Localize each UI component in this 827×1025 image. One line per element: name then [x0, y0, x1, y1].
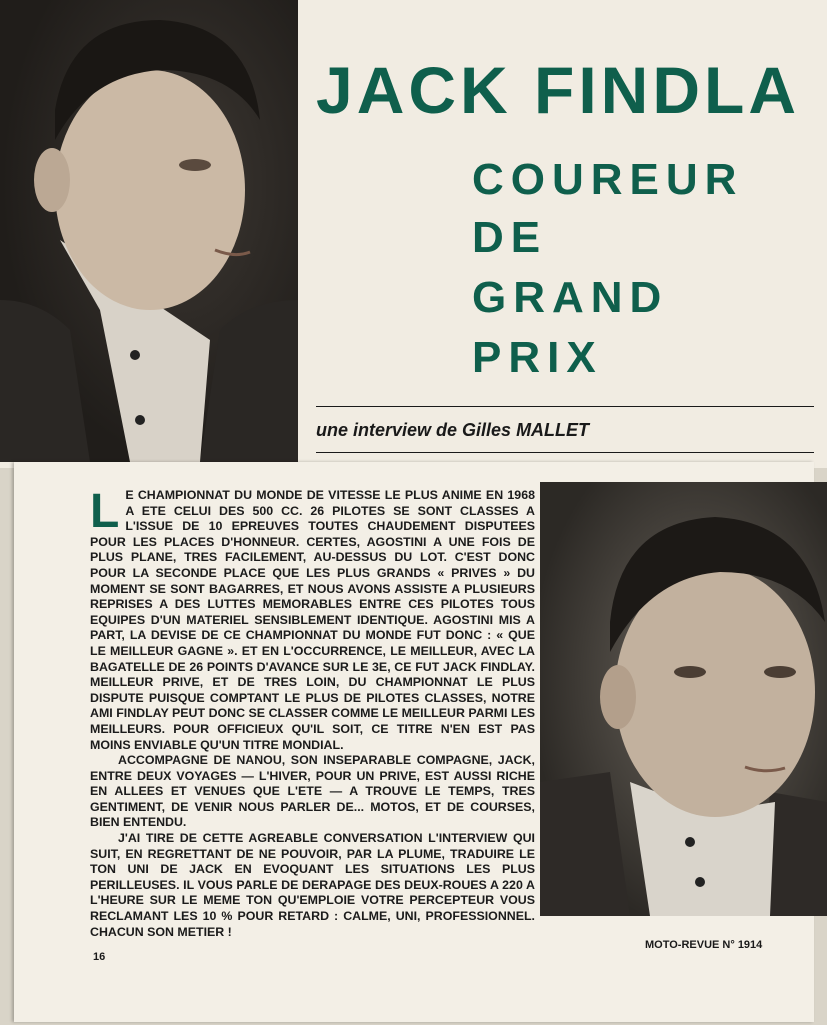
subtitle-line-1: COUREUR [472, 155, 744, 204]
portrait-photo-top [0, 0, 298, 462]
article-title: JACK FINDLA [316, 53, 800, 127]
subtitle-line-4: PRIX [472, 333, 603, 382]
article-body [90, 485, 535, 940]
portrait-figure-bottom [540, 482, 827, 916]
body-paragraph-2: ACCOMPAGNE DE NANOU, SON INSEPARABLE COMPAGNE, JACK, ENTRE DEUX VOYAGES — L'HIVER, POUR UN PRIVE, EST AUSSI RICHE EN ALLEES ET VENUES QUE L'ETE — A TROUVE LE TEMPS, TRES GENTIMENT, DE VENIR NOUS PARLER DE... MOTOS, ET DE COURSES, BIEN ENTENDU. [90, 753, 535, 830]
byline: une interview de Gilles MALLET [316, 420, 590, 440]
portrait-figure-top [0, 0, 298, 462]
body-paragraph-1-text: E CHAMPIONNAT DU MONDE DE VITESSE LE PLUS ANIME EN 1968 A ETE CELUI DES 500 CC. 26 PILOTES SE SONT CLASSES A L'ISSUE DE 10 EPREUVES TOUTES CHAUDEMENT DISPUTEES POUR LES PLACES D'HONNEUR. CERTES, AGOSTINI A UNE FOIS DE PLUS PLANE, TRES FACILEMENT, AU-DESSUS DU LOT. C'EST DONC POUR LA SECONDE PLACE QUE LES PLUS GRANDS « PRIVES » DU MOMENT SE SONT BAGARRES, ET NOUS AVONS ASSISTE A PLUSIEURS REPRISES A DES LUTTES MEMORABLES ENTRE CES PILOTES TOUS EQUIPES D'UN MATERIEL SENSIBLEMENT IDENTIQUE. AGOSTINI MIS A PART, LA DEVISE DE CE CHAMPIONNAT DU MONDE FUT DONC : « QUE LE MEILLEUR GAGNE ». ET EN L'OCCURRENCE, LE MEILLEUR, AVEC LA BAGATELLE DE 26 POINTS D'AVANCE SUR LE 3E, CE FUT JACK FINDLAY. MEILLEUR PRIVE, ET DE TRES LOIN, DU CHAMPIONNAT LE PLUS DISPUTE PUISQUE COMPTANT LE PLUS DE PILOTES CLASSES, NOTRE AMI FINDLAY PEUT DONC SE CLASSER COMME LE MEILLEUR PARMI LES MEILLEURS. POUR OFFICIEUX QU'IL SOIT, CE TITRE N'EN EST PAS MOINS ENVIABLE QU'UN TITRE MONDIAL. [90, 488, 535, 752]
body-paragraph-1 [90, 485, 535, 753]
drop-cap: L [90, 485, 120, 538]
portrait-photo-bottom [540, 482, 827, 916]
byline-rule-top [316, 406, 814, 407]
body-paragraph-3: J'AI TIRE DE CETTE AGREABLE CONVERSATION L'INTERVIEW QUI SUIT, EN REGRETTANT DE NE POUVOIR, PAR LA PLUME, TRADUIRE LE TON UNI DE JACK EN EVOQUANT LES SITUATIONS LES PLUS PERILLEUSES. IL VOUS PARLE DE DERAPAGE DES DEUX-ROUES A 220 A L'HEURE SUR LE MEME TON QU'EMPLOIE VOTRE PERCEPTEUR VOUS RECLAMANT LES 10 % POUR RETARD : CALME, UNI, PROFESSIONNEL. CHACUN SON METIER ! [90, 831, 535, 939]
byline-rule-bottom [316, 452, 814, 453]
magazine-issue: MOTO-REVUE N° 1914 [645, 939, 763, 951]
subtitle-line-2: DE [472, 213, 548, 262]
subtitle-line-3: GRAND [472, 273, 669, 322]
page-number: 16 [93, 951, 106, 963]
